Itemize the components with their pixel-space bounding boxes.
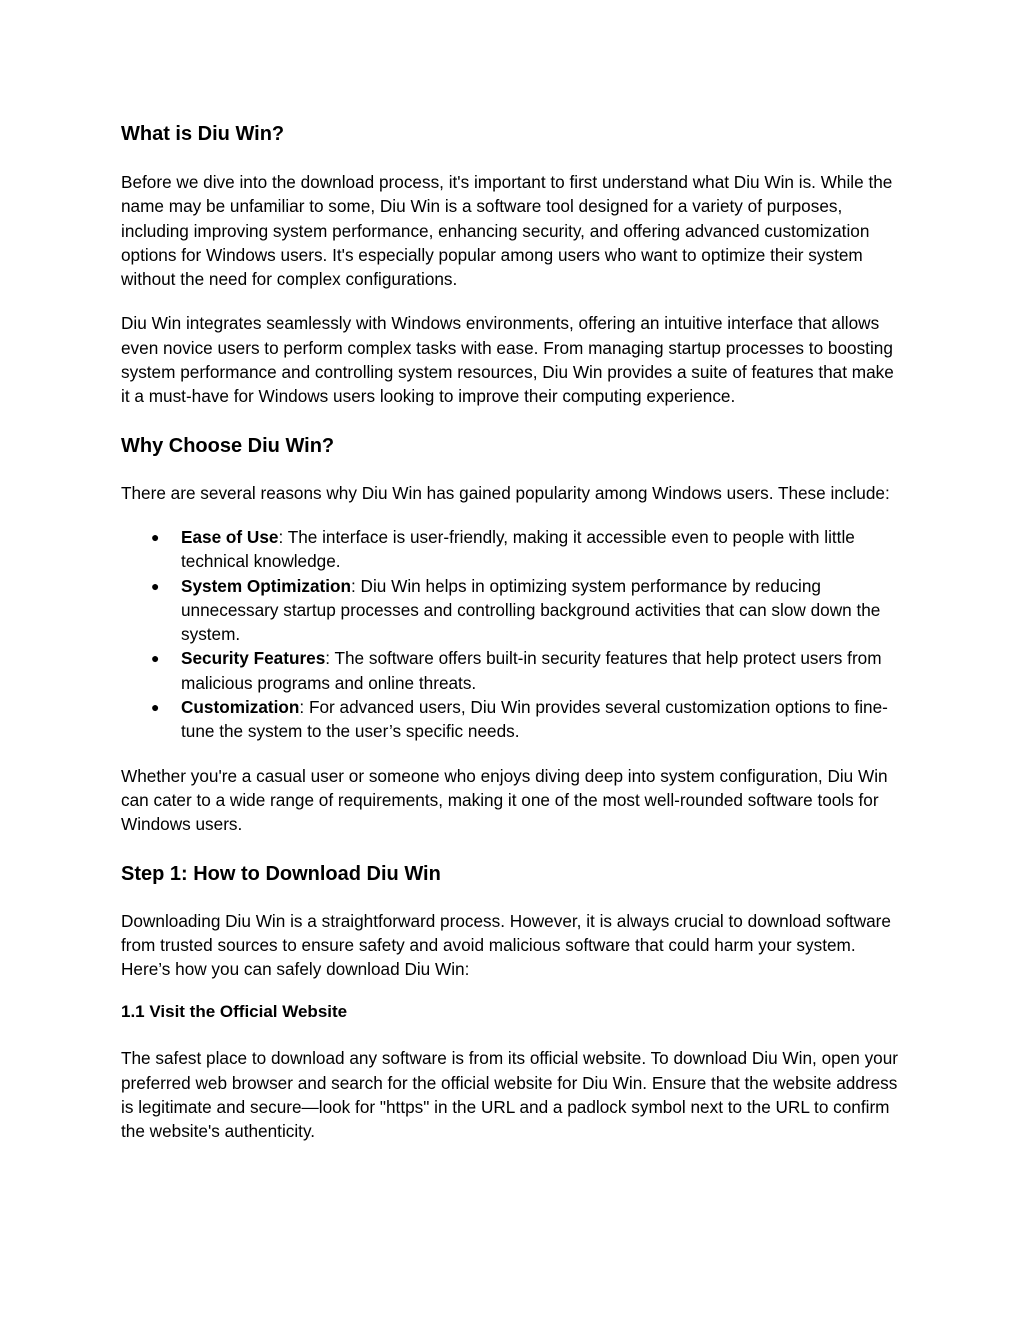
list-item-term: System Optimization <box>181 575 351 596</box>
paragraph-visit-official-website: The safest place to download any software is from its official website. To download Diu Win, open your preferred web browser and search for the official website for Diu Win. Ensure that the website address is legitimate and secure—look for "https" in the URL and a padlock symbol next to the URL to confirm the website's authenticity. <box>121 1048 899 1142</box>
list-item <box>121 574 906 647</box>
list-item <box>121 695 906 744</box>
reasons-list <box>121 525 906 744</box>
paragraph-what-1: Before we dive into the download process, it's important to first understand what Diu Win is. While the name may be unfamiliar to some, Diu Win is a software tool designed for a variety of purposes, including improving system performance, enhancing security, and offering advanced customization options for Windows users. It's especially popular among users who want to optimize their system without the need for complex configurations. <box>121 172 893 290</box>
list-item-text: : Diu Win helps in optimizing system performance by reducing unnecessary startup processes and controlling background activities that can slow down the system. <box>181 575 881 645</box>
bullet-icon: ● <box>151 528 160 545</box>
paragraph-step1-intro: Downloading Diu Win is a straightforward process. However, it is always crucial to download software from trusted sources to ensure safety and avoid malicious software that could harm your system. Here’s how you can safely download Diu Win: <box>121 910 891 980</box>
list-item-term: Security Features <box>181 648 326 669</box>
paragraph-why-outro: Whether you're a casual user or someone who enjoys diving deep into system configuration, Diu Win can cater to a wide range of requirements, making it one of the most well-rounded software tools for Windows users. <box>121 765 888 835</box>
subheading-visit-official-website: 1.1 Visit the Official Website <box>121 1002 348 1022</box>
list-item-term: Ease of Use <box>181 526 279 547</box>
list-item-text: : For advanced users, Diu Win provides several customization options to fine-tune the system to the user’s specific needs. <box>181 697 888 742</box>
heading-what-is-diu-win: What is Diu Win? <box>121 123 285 145</box>
heading-why-choose: Why Choose Diu Win? <box>121 434 335 457</box>
bullet-icon: ● <box>151 650 160 667</box>
list-item-text: : The software offers built-in security features that help protect users from malicious programs and online threats. <box>181 648 882 693</box>
heading-step-1: Step 1: How to Download Diu Win <box>121 862 441 885</box>
list-item-text: : The interface is user-friendly, making it accessible even to people with little technical knowledge. <box>181 526 855 572</box>
list-item-term: Customization <box>181 697 300 718</box>
bullet-icon: ● <box>151 699 160 716</box>
paragraph-why-intro: There are several reasons why Diu Win has gained popularity among Windows users. These include: <box>121 482 890 503</box>
list-item <box>121 646 906 695</box>
paragraph-what-2: Diu Win integrates seamlessly with Windows environments, offering an intuitive interface that allows even novice users to perform complex tasks with ease. From managing startup processes to boosting system performance and controlling system resources, Diu Win provides a suite of features that make it a must-have for Windows users looking to improve their computing experience. <box>121 313 894 407</box>
list-item <box>121 525 906 574</box>
bullet-icon: ● <box>151 577 160 594</box>
